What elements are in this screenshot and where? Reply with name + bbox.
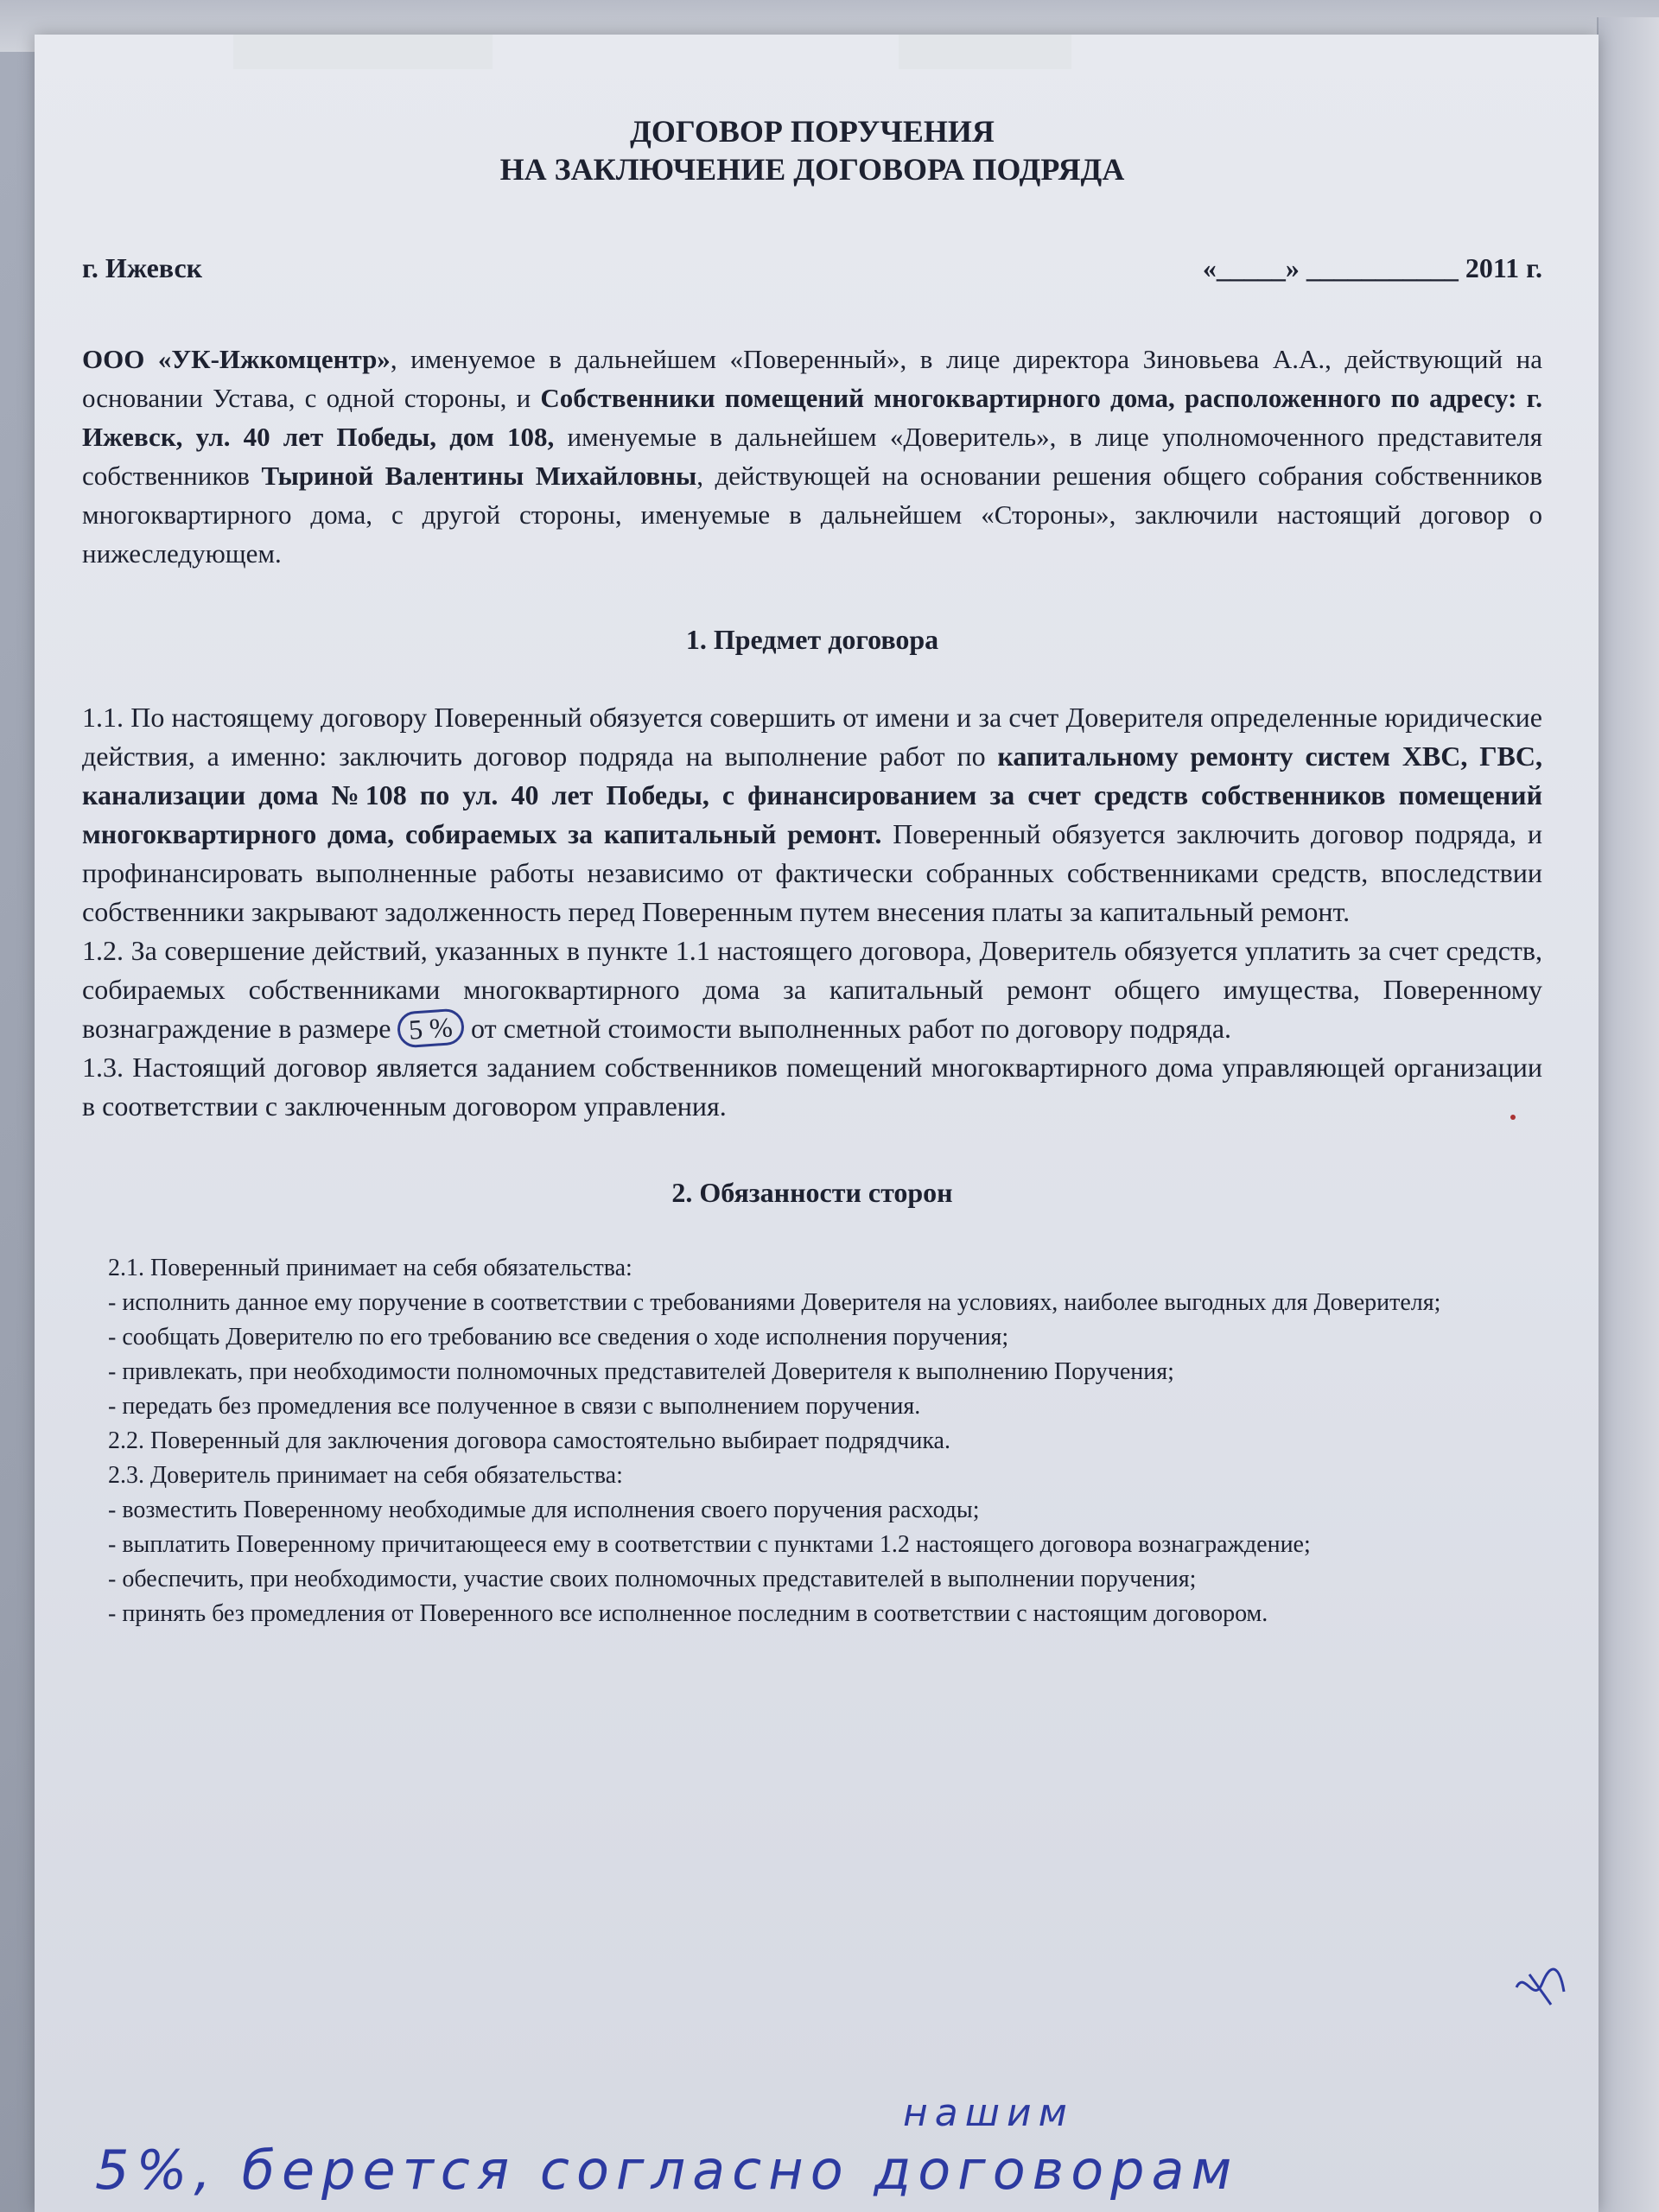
place-date-line (82, 249, 1542, 288)
tape-right (899, 35, 1071, 69)
company-name: ООО «УК-Ижкомцентр» (82, 344, 391, 374)
clause-2-line: 2.2. Поверенный для заключения договора самостоятельно выбирает подрядчика. (108, 1427, 950, 1454)
clause-2-line: - привлекать, при необходимости полномочных представителей Доверителя к выполнению Поручения; (108, 1358, 1174, 1385)
clause-2-line: - возместить Поверенному необходимые для исполнения своего поручения расходы; (108, 1497, 980, 1523)
city: г. Ижевск (82, 252, 203, 283)
document-title (82, 112, 1542, 188)
clause-2-line: 2.1. Поверенный принимает на себя обязательства: (108, 1255, 632, 1281)
clause-2-line: 2.3. Доверитель принимает на себя обязательства: (108, 1462, 623, 1489)
owners: Собственники помещений многоквартирного дома, расположенного по адресу: г. Ижевск, ул. 40 лет Победы, дом 108, (82, 383, 1542, 452)
preamble: ООО «УК-Ижкомцентр», именуемое в дальнейшем «Поверенный», в лице директора Зиновьева А.А., действующий на основании Устава, с одной стороны, и Собственники помещений многоквартирного дома, расположенного по адресу: г. Ижевск, ул. 40 лет Победы, дом 108, именуемые в дальнейшем «Доверитель», в лице уполномоченного представителя собственников Тыриной Валентины Михайловны, действующей на основании решения общего собрания собственников многоквартирного дома, с другой стороны, именуемые в дальнейшем «Стороны», заключили настоящий договор о нижеследующем. (82, 344, 1542, 569)
clause-1-2: 1.2. За совершение действий, указанных в пункте 1.1 настоящего договора, Доверитель обязуется уплатить за счет средств, собираемых собственниками многоквартирного дома за капитальный ремонт общего имущества, Поверенному вознаграждение в размере 5 % от сметной стоимости выполненных работ по договору подряда. (82, 931, 1542, 1048)
title-line-1: ДОГОВОР ПОРУЧЕНИЯ (630, 114, 995, 149)
side-paper-edge (1597, 17, 1659, 2212)
ink-dot (1510, 1115, 1516, 1120)
document-content (82, 78, 1542, 1631)
clause-1-3: 1.3. Настоящий договор является заданием собственников помещений многоквартирного дома управляющей организации в соответствии с заключенным договором управления. (82, 1052, 1542, 1122)
title-line-2: НА ЗАКЛЮЧЕНИЕ ДОГОВОРА ПОДРЯДА (499, 152, 1125, 187)
section-2 (82, 1251, 1542, 1631)
handwritten-note (95, 2091, 1564, 2212)
tape-left (233, 35, 493, 69)
clause-2-line: - исполнить данное ему поручение в соответствии с требованиями Доверителя на условиях, наиболее выгодных для Доверителя; (108, 1289, 1441, 1316)
handwritten-insert: нашим (903, 2091, 1074, 2135)
ink-squiggle-mark (1512, 1961, 1573, 2013)
clause-1-1: 1.1. По настоящему договору Поверенный обязуется совершить от имени и за счет Доверителя определенные юридические действия, а именно: заключить договор подряда на выполнение работ по капитальному ремонту систем ХВС, ГВС, канализации дома №108 по ул. 40 лет Победы, с финансированием за счет средств собственников помещений многоквартирного дома, собираемых за капитальный ремонт. Поверенный обязуется заключить договор подряда, и профинансировать выполненные работы независимо от фактически собранных собственниками средств, впоследствии собственники закрывают задолженность перед Поверенным путем внесения платы за капитальный ремонт. (82, 702, 1543, 927)
fee-percent-circled: 5 % (397, 1007, 465, 1048)
section-1 (82, 698, 1542, 1126)
clause-2-line: - передать без промедления все полученное в связи с выполнением поручения. (108, 1393, 921, 1420)
handwritten-main: 5%, берется согласно договорам (95, 2139, 1239, 2202)
representative-name: Тыриной Валентины Михайловны (261, 461, 697, 491)
contract-date: «_____» ___________ 2011 г. (1202, 252, 1542, 283)
clause-2-line: - выплатить Поверенному причитающееся ему в соответствии с пунктами 1.2 настоящего договора вознаграждение; (108, 1531, 1311, 1558)
clause-2-line: - принять без промедления от Поверенного все исполненное последним в соответствии с настоящим договором. (108, 1600, 1268, 1627)
section-2-title: 2. Обязанности сторон (671, 1177, 953, 1208)
clause-2-line: - обеспечить, при необходимости, участие своих полномочных представителей в выполнении поручения; (108, 1566, 1197, 1592)
clause-2-line: - сообщать Доверителю по его требованию все сведения о ходе исполнения поручения; (108, 1324, 1009, 1351)
section-1-title: 1. Предмет договора (685, 624, 939, 655)
